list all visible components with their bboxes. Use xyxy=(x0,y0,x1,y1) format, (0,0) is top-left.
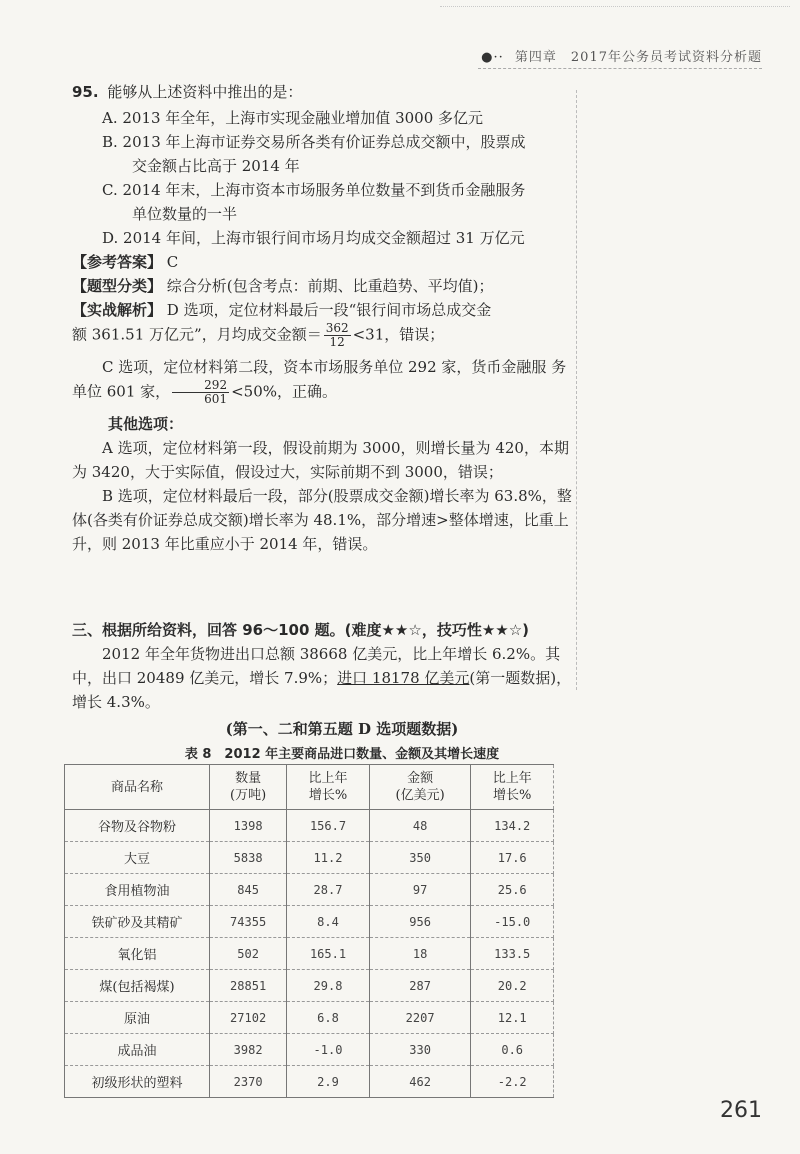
section-three xyxy=(72,618,572,714)
cell-amount: 18 xyxy=(369,938,471,970)
fraction-362-12 xyxy=(324,322,351,349)
table-row xyxy=(65,938,554,970)
import-table xyxy=(64,764,554,1098)
cell-quantity: 1398 xyxy=(210,810,287,842)
cell-amount: 330 xyxy=(369,1034,471,1066)
header-commodity: 商品名称 xyxy=(65,765,210,810)
page-number: 261 xyxy=(720,1098,762,1123)
cell-amount-growth: -2.2 xyxy=(471,1066,554,1098)
cell-commodity: 原油 xyxy=(65,1002,210,1034)
header-rule xyxy=(478,68,762,69)
answer-value: C xyxy=(166,253,179,271)
fraction-numerator: 292 xyxy=(172,379,229,393)
header-amount: 金额 (亿美元) xyxy=(369,765,471,810)
cell-amount: 462 xyxy=(369,1066,471,1098)
option-a xyxy=(72,106,572,130)
cell-commodity: 谷物及谷物粉 xyxy=(65,810,210,842)
analysis-c-line3: <50%，正确。 xyxy=(231,382,337,401)
cell-amount-growth: 17.6 xyxy=(471,842,554,874)
cell-commodity: 煤(包括褐煤) xyxy=(65,970,210,1002)
cell-commodity: 大豆 xyxy=(65,842,210,874)
cell-quantity: 2370 xyxy=(210,1066,287,1098)
cell-commodity: 铁矿砂及其精矿 xyxy=(65,906,210,938)
cell-quantity-growth: 156.7 xyxy=(287,810,370,842)
cell-amount: 287 xyxy=(369,970,471,1002)
analysis-c xyxy=(72,355,572,406)
option-b-text-cont: 交金额占比高于 2014 年 xyxy=(132,157,300,175)
cell-amount-growth: 20.2 xyxy=(471,970,554,1002)
header-dots: ●·· xyxy=(481,50,504,65)
other-option-b: B 选项，定位材料最后一段，部分(股票成交金额)增长率为 63.8%，整体(各类有价证券总成交额)增长率为 48.1%，部分增速>整体增速，比重上升，则 2013 年比重应小于 2014 年，错误。 xyxy=(72,487,572,553)
cell-amount: 97 xyxy=(369,874,471,906)
cell-quantity: 74355 xyxy=(210,906,287,938)
cell-amount-growth: 25.6 xyxy=(471,874,554,906)
section-title: 三、根据所给资料，回答 96～100 题。(难度★★☆，技巧性★★☆) xyxy=(72,621,530,639)
cell-quantity-growth: 6.8 xyxy=(287,1002,370,1034)
table-row xyxy=(65,1066,554,1098)
section-intro-part2: (第一题数据)，增长 4.3%。 xyxy=(72,669,572,711)
cell-amount: 350 xyxy=(369,842,471,874)
cell-quantity-growth: 29.8 xyxy=(287,970,370,1002)
header-quantity: 数量 (万吨) xyxy=(210,765,287,810)
option-b-text: B. 2013 年上海市证券交易所各类有价证券总成交额中，股票成 xyxy=(102,133,526,151)
answer-label: 【参考答案】 xyxy=(72,253,163,271)
question-number: 95. xyxy=(72,83,99,101)
header-quantity-growth: 比上年 增长% xyxy=(287,765,370,810)
option-d xyxy=(72,226,572,250)
analysis-d-line1: D 选项，定位材料最后一段“银行间市场总成交金 xyxy=(166,301,492,319)
other-option-a: A 选项，定位材料第一段，假设前期为 3000，则增长量为 420，本期为 3420，大于实际值，假设过大，实际前期不到 3000，错误； xyxy=(72,439,569,481)
cell-amount-growth: 133.5 xyxy=(471,938,554,970)
cell-amount-growth: 0.6 xyxy=(471,1034,554,1066)
question-stem-text: 能够从上述资料中推出的是： xyxy=(107,83,303,101)
reference-answer xyxy=(72,250,572,274)
option-a-text: A. 2013 年全年，上海市实现金融业增加值 3000 多亿元 xyxy=(102,109,484,127)
analysis-d-line2: 额 361.51 万亿元”，月均成交金额＝ xyxy=(72,325,322,344)
table-row xyxy=(65,906,554,938)
table-row xyxy=(65,970,554,1002)
question-stem xyxy=(72,80,572,104)
table-row xyxy=(65,874,554,906)
fraction-292-601 xyxy=(172,379,229,406)
section-intro-highlight: 进口 18178 亿美元 xyxy=(337,669,470,687)
cell-quantity: 845 xyxy=(210,874,287,906)
cell-amount-growth: 12.1 xyxy=(471,1002,554,1034)
question-type xyxy=(72,274,572,298)
analysis-d xyxy=(72,298,572,349)
table-row xyxy=(65,842,554,874)
analysis-c-line1: C 选项，定位材料第二段，资本市场服务单位 292 家，货币金融服 xyxy=(102,358,547,376)
cell-commodity: 氧化铝 xyxy=(65,938,210,970)
question-95-block xyxy=(72,80,572,556)
cell-quantity-growth: -1.0 xyxy=(287,1034,370,1066)
cell-commodity: 初级形状的塑料 xyxy=(65,1066,210,1098)
other-options-title: 其他选项： xyxy=(108,415,184,433)
running-title: 第四章 2017年公务员考试资料分析题 xyxy=(514,50,762,65)
option-b xyxy=(72,130,572,178)
running-header xyxy=(481,46,762,65)
cell-amount: 956 xyxy=(369,906,471,938)
cell-quantity-growth: 8.4 xyxy=(287,906,370,938)
analysis-c-line2: 务单位 601 家， xyxy=(72,358,567,401)
cell-quantity-growth: 11.2 xyxy=(287,842,370,874)
header-amount-growth: 比上年 增长% xyxy=(471,765,554,810)
cell-quantity: 502 xyxy=(210,938,287,970)
table-header-row xyxy=(65,765,554,810)
analysis-label: 【实战解析】 xyxy=(72,301,163,319)
cell-amount-growth: 134.2 xyxy=(471,810,554,842)
scan-artifact-line xyxy=(440,6,790,13)
cell-quantity-growth: 28.7 xyxy=(287,874,370,906)
analysis-d-line3: <31，错误； xyxy=(352,325,445,344)
fraction-denominator: 12 xyxy=(329,335,345,349)
table-caption: (第一、二和第五题 D 选项题数据) xyxy=(225,720,459,738)
fraction-denominator: 601 xyxy=(204,392,228,406)
section-intro xyxy=(72,642,572,714)
cell-quantity: 28851 xyxy=(210,970,287,1002)
option-c xyxy=(72,178,572,226)
cell-commodity: 成品油 xyxy=(65,1034,210,1066)
table-row xyxy=(65,1034,554,1066)
type-label: 【题型分类】 xyxy=(72,277,163,295)
cell-quantity: 27102 xyxy=(210,1002,287,1034)
cell-quantity-growth: 2.9 xyxy=(287,1066,370,1098)
cell-amount: 48 xyxy=(369,810,471,842)
cell-quantity: 5838 xyxy=(210,842,287,874)
option-d-text: D. 2014 年间，上海市银行间市场月均成交金额超过 31 万亿元 xyxy=(102,229,525,247)
cell-amount: 2207 xyxy=(369,1002,471,1034)
cell-commodity: 食用植物油 xyxy=(65,874,210,906)
cell-amount-growth: -15.0 xyxy=(471,906,554,938)
option-c-text-cont: 单位数量的一半 xyxy=(132,205,238,223)
fraction-numerator: 362 xyxy=(325,321,349,335)
cell-quantity-growth: 165.1 xyxy=(287,938,370,970)
section-intro-part1: 2012 年全年货物进出口总额 38668 亿美元，比上年增长 6.2%。其中，出口 20489 亿美元，增长 7.9%； xyxy=(72,645,561,687)
cell-quantity: 3982 xyxy=(210,1034,287,1066)
option-c-text: C. 2014 年末，上海市资本市场服务单位数量不到货币金融服务 xyxy=(102,181,526,199)
table-row xyxy=(65,810,554,842)
table-title: 表 8 2012 年主要商品进口数量、金额及其增长速度 xyxy=(184,747,500,762)
table-row xyxy=(65,1002,554,1034)
type-value: 综合分析(包含考点：前期、比重趋势、平均值)； xyxy=(166,277,494,295)
